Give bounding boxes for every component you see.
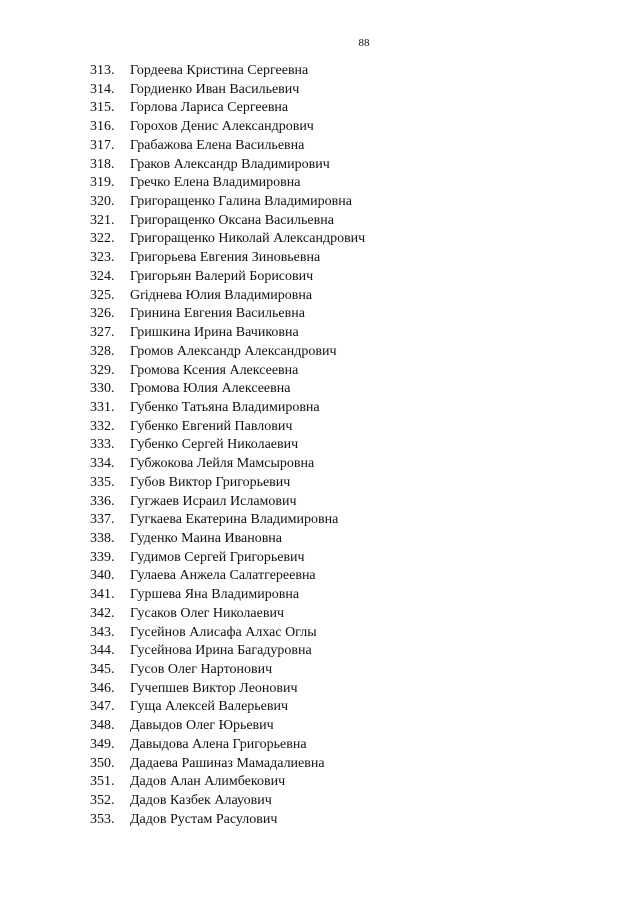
name-list	[90, 62, 365, 829]
entry-number: 344.	[90, 643, 115, 659]
list-item	[90, 455, 365, 474]
entry-number: 327.	[90, 325, 115, 341]
entry-name: Гришкина Ирина Вачиковна	[130, 325, 299, 341]
entry-number: 331.	[90, 399, 115, 415]
list-item	[90, 305, 365, 324]
list-item	[90, 62, 365, 81]
entry-name: Губенко Татьяна Владимировна	[130, 399, 320, 415]
list-item	[90, 418, 365, 437]
entry-number: 343.	[90, 624, 115, 640]
list-item	[90, 755, 365, 774]
entry-number: 329.	[90, 362, 115, 378]
entry-number: 316.	[90, 119, 115, 135]
entry-name: Гордиенко Иван Васильевич	[130, 81, 300, 97]
list-item	[90, 642, 365, 661]
list-item	[90, 99, 365, 118]
entry-number: 348.	[90, 718, 115, 734]
entry-number: 318.	[90, 156, 115, 172]
entry-number: 335.	[90, 474, 115, 490]
list-item	[90, 474, 365, 493]
entry-name: Горохов Денис Александрович	[130, 119, 314, 135]
entry-name: Григоращенко Николай Александрович	[130, 231, 366, 247]
entry-name: Гулаева Анжела Салатгереевна	[130, 568, 316, 584]
entry-number: 347.	[90, 699, 115, 715]
entry-number: 330.	[90, 381, 115, 397]
list-item	[90, 717, 365, 736]
list-item	[90, 230, 365, 249]
list-item	[90, 493, 365, 512]
entry-name: Грабажова Елена Васильевна	[130, 137, 305, 153]
entry-number: 332.	[90, 418, 115, 434]
entry-name: Давыдов Олег Юрьевич	[130, 718, 274, 734]
entry-name: Гуршева Яна Владимировна	[130, 587, 300, 603]
entry-name: Григоращенко Галина Владимировна	[130, 194, 352, 210]
entry-number: 325.	[90, 287, 115, 303]
entry-number: 334.	[90, 456, 115, 472]
entry-number: 328.	[90, 343, 115, 359]
list-item	[90, 511, 365, 530]
list-item	[90, 792, 365, 811]
list-item	[90, 268, 365, 287]
entry-number: 345.	[90, 662, 115, 677]
list-item	[90, 773, 365, 792]
entry-name: Дадов Алан Алимбекович	[130, 774, 286, 790]
list-item	[90, 399, 365, 418]
entry-number: 320.	[90, 194, 115, 210]
entry-name: Гугжаев Исраил Исламович	[130, 493, 297, 509]
entry-name: Griднева Юлия Владимировна	[130, 287, 313, 303]
list-item	[90, 380, 365, 399]
entry-name: Гуденко Маина Ивановна	[130, 530, 283, 546]
entry-name: Гуща Алексей Валерьевич	[130, 699, 289, 715]
list-item	[90, 811, 365, 830]
entry-name: Гусейнов Алисафа Алхас Оглы	[130, 624, 317, 640]
entry-number: 323.	[90, 250, 115, 266]
entry-number: 352.	[90, 793, 115, 809]
entry-name: Дадов Казбек Алауович	[130, 793, 272, 809]
entry-number: 346.	[90, 680, 115, 696]
list-item	[90, 624, 365, 643]
entry-number: 321.	[90, 212, 115, 228]
entry-name: Гусейнова Ирина Багадуровна	[130, 643, 312, 659]
entry-name: Губенко Сергей Николаевич	[130, 437, 299, 453]
entry-name: Гусов Олег Нартонович	[130, 662, 273, 677]
list-item	[90, 436, 365, 455]
entry-number: 314.	[90, 81, 115, 97]
entry-number: 353.	[90, 811, 115, 827]
list-item	[90, 736, 365, 755]
entry-number: 340.	[90, 568, 115, 584]
entry-name: Гречко Елена Владимировна	[130, 175, 301, 191]
entry-number: 349.	[90, 736, 115, 752]
list-item	[90, 586, 365, 605]
list-item	[90, 174, 365, 193]
entry-number: 313.	[90, 63, 115, 78]
list-item	[90, 567, 365, 586]
list-item	[90, 530, 365, 549]
entry-name: Давыдова Алена Григорьевна	[130, 736, 307, 752]
entry-name: Григорьева Евгения Зиновьевна	[130, 250, 321, 266]
list-item	[90, 661, 365, 680]
entry-number: 315.	[90, 100, 115, 116]
list-item	[90, 605, 365, 624]
page-number: 88	[358, 37, 370, 49]
entry-number: 350.	[90, 755, 115, 771]
entry-name: Гусаков Олег Николаевич	[130, 605, 284, 621]
entry-number: 336.	[90, 493, 115, 509]
list-item	[90, 81, 365, 100]
list-item	[90, 324, 365, 343]
list-item	[90, 212, 365, 231]
list-item	[90, 698, 365, 717]
list-item	[90, 193, 365, 212]
entry-number: 342.	[90, 605, 115, 621]
entry-number: 317.	[90, 137, 115, 153]
entry-number: 333.	[90, 437, 115, 453]
entry-number: 351.	[90, 774, 115, 790]
list-item	[90, 249, 365, 268]
entry-name: Громова Юлия Алексеевна	[130, 381, 291, 397]
entry-name: Граков Александр Владимирович	[130, 156, 330, 172]
entry-number: 341.	[90, 587, 115, 603]
entry-name: Григоращенко Оксана Васильевна	[130, 212, 334, 228]
list-item	[90, 680, 365, 699]
entry-name: Громов Александр Александрович	[130, 343, 337, 359]
list-item	[90, 549, 365, 568]
entry-name: Дадов Рустам Расулович	[130, 811, 278, 827]
entry-name: Гугкаева Екатерина Владимировна	[130, 512, 339, 528]
entry-name: Гудимов Сергей Григорьевич	[130, 549, 305, 565]
entry-number: 339.	[90, 549, 115, 565]
list-item	[90, 287, 365, 306]
entry-number: 322.	[90, 231, 115, 247]
entry-name: Гринина Евгения Васильевна	[130, 306, 305, 322]
list-item	[90, 362, 365, 381]
list-item	[90, 118, 365, 137]
list-item	[90, 156, 365, 175]
list-item	[90, 137, 365, 156]
entry-name: Губжокова Лейля Мамсыровна	[130, 456, 315, 472]
entry-number: 338.	[90, 530, 115, 546]
entry-name: Гордеева Кристина Сергеевна	[130, 63, 309, 78]
entry-name: Губов Виктор Григорьевич	[130, 474, 291, 490]
entry-number: 326.	[90, 306, 115, 322]
entry-name: Громова Ксения Алексеевна	[130, 362, 299, 378]
entry-number: 324.	[90, 268, 115, 284]
entry-name: Григорьян Валерий Борисович	[130, 268, 314, 284]
entry-number: 337.	[90, 512, 115, 528]
list-item	[90, 343, 365, 362]
entry-name: Гучепшев Виктор Леонович	[130, 680, 298, 696]
entry-name: Губенко Евгений Павлович	[130, 418, 293, 434]
entry-number: 319.	[90, 175, 115, 191]
entry-name: Дадаева Рашиназ Мамадалиевна	[130, 755, 325, 771]
entry-name: Горлова Лариса Сергеевна	[130, 100, 289, 116]
